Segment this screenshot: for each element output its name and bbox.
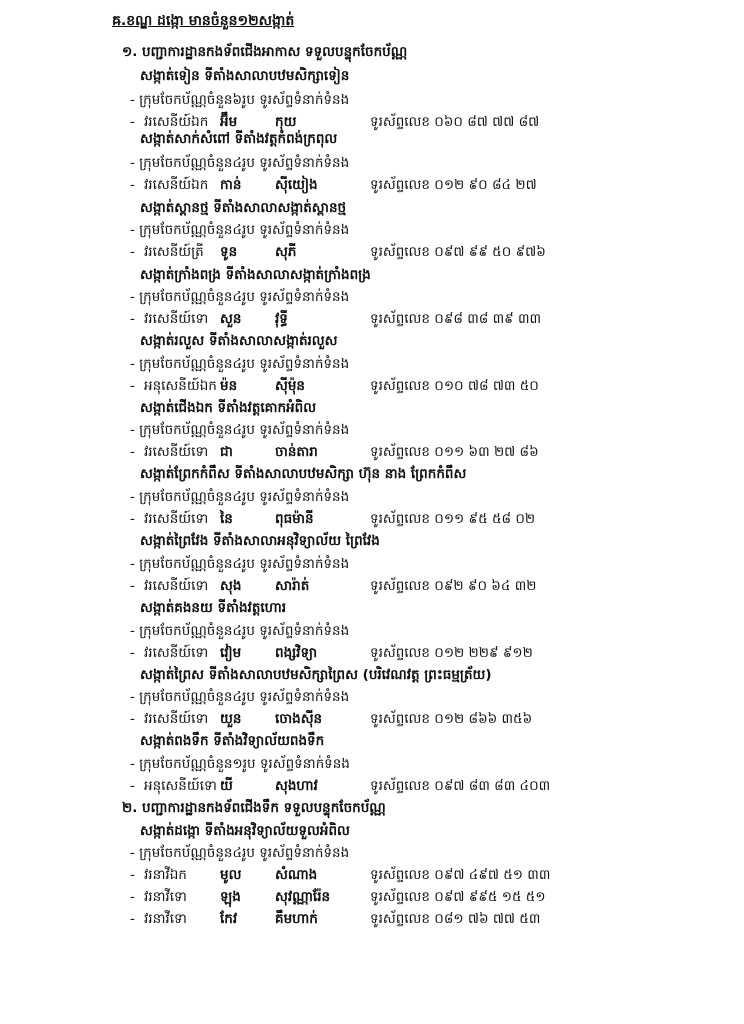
commune-name: សង្កាត់ព្រៃស ទីតាំងសាលាបឋមសិក្សាព្រៃស (បរិវេណវត្ត ព្រះធម្មត្រ័យ) (140, 667, 492, 683)
officer-given-name: ពង្សវិទ្យា (275, 645, 318, 661)
officer-family-name: យួន (220, 711, 242, 727)
officer-phone: ទូរស័ព្ទលេខ ០១២ ២២៩ ៩១២ (370, 645, 533, 661)
officer-given-name: សារ៉ាត់ (275, 578, 310, 594)
officer-dash: - (130, 311, 135, 327)
officer-family-name: ជា (220, 444, 233, 460)
team-line: - ក្រុមចែកប័ណ្ណចំនួន៤រូប ទូរស័ព្ទទំនាក់ទំនង (130, 689, 350, 705)
team-line: - ក្រុមចែកប័ណ្ណចំនួន៤រូប ទូរស័ព្ទទំនាក់ទំនង (130, 845, 350, 861)
officer-rank: វរសេនីយ៍ទោ (144, 511, 209, 527)
officer-phone: ទូរស័ព្ទលេខ ០១០ ៧៨ ៧៣ ៥០ (370, 378, 539, 394)
officer-rank: វរសេនីយ៍ទោ (144, 645, 209, 661)
officer-family-name: ឡុង (220, 889, 241, 905)
officer-dash: - (130, 911, 135, 927)
team-line: - ក្រុមចែកប័ណ្ណចំនួន៦រូប ទូរស័ព្ទទំនាក់ទំនង (130, 92, 350, 108)
officer-given-name: សុភី (275, 244, 297, 260)
officer-phone: ទូរស័ព្ទលេខ ០១២ ៩០ ៨៤ ២៧ (370, 177, 537, 193)
officer-given-name: គឹមហាក់ (275, 911, 318, 927)
officer-given-name: សុវណ្ណារ៉ែន (275, 889, 331, 905)
officer-rank: វរសេនីយ៍ទោ (144, 311, 209, 327)
section-title: ២. បញ្ជាការដ្ឋានកងទ័ពជើងទឹក ទទួលបន្ទុកចែកប័ណ្ណ (122, 800, 386, 816)
officer-dash: - (130, 378, 135, 394)
officer-dash: - (130, 711, 135, 727)
team-line: - ក្រុមចែកប័ណ្ណចំនួន៤រូប ទូរស័ព្ទទំនាក់ទំនង (130, 556, 350, 572)
officer-phone: ទូរស័ព្ទលេខ ០៩២ ៩០ ៦៤ ៣២ (370, 578, 537, 594)
commune-name: សង្កាត់ព្រៃវែង ទីតាំងសាលាអនុវិទ្យាល័យ ព្រៃវែង (140, 533, 380, 549)
commune-name: សង្កាត់ក្រាំងពង្រ ទីតាំងសាលាសង្កាត់ក្រាំងពង្រ (140, 267, 371, 283)
section-title: ១. បញ្ជាការដ្ឋានកងទ័ពជើងអាកាស ទទួលបន្ទុកចែកប័ណ្ណ (122, 44, 408, 60)
officer-phone: ទូរស័ព្ទលេខ ០៩៧ ៨៣ ៨៣ ៤០៣ (370, 778, 551, 794)
officer-rank: វរសេនីយ៍ទោ (144, 578, 209, 594)
officer-given-name: ចោងស៊ីន (275, 711, 323, 727)
officer-dash: - (130, 867, 135, 883)
officer-family-name: សុង (220, 578, 242, 594)
officer-dash: - (130, 177, 135, 193)
officer-rank: អនុសេនីយ៍ឯក (144, 378, 217, 394)
commune-name: សង្កាត់ព្រែកកំពឹស ទីតាំងសាលាបឋមសិក្សា ហ៊ុន នាង ព្រែកកំពឹស (140, 466, 467, 482)
officer-given-name: ពុធម៉ានី (275, 511, 314, 527)
officer-given-name: ចាន់តារា (275, 444, 318, 460)
officer-family-name: យី (220, 778, 233, 794)
team-line: - ក្រុមចែកប័ណ្ណចំនួន៤រូប ទូរស័ព្ទទំនាក់ទំនង (130, 422, 350, 438)
officer-dash: - (130, 578, 135, 594)
officer-phone: ទូរស័ព្ទលេខ ០១២ ៨៦៦ ៣៥៦ (370, 711, 533, 727)
team-line: - ក្រុមចែកប័ណ្ណចំនួន៤រូប ទូរស័ព្ទទំនាក់ទំនង (130, 155, 350, 171)
officer-phone: ទូរស័ព្ទលេខ ០១១ ៩៥ ៥៨ ០២ (370, 511, 536, 527)
officer-family-name: វៀម (220, 645, 242, 661)
officer-given-name: វុទ្ធី (275, 311, 288, 327)
officer-dash: - (130, 244, 135, 260)
commune-name: សង្កាត់ទៀន ទីតាំងសាលាបឋមសិក្សាទៀន (140, 68, 350, 84)
officer-rank: វរសេនីយ៍ត្រី (144, 244, 204, 260)
officer-dash: - (130, 114, 135, 130)
officer-family-name: សួន (220, 311, 242, 327)
team-line: - ក្រុមចែកប័ណ្ណចំនួន៤រូប ទូរស័ព្ទទំនាក់ទំនង (130, 623, 350, 639)
team-line: - ក្រុមចែកប័ណ្ណចំនួន៤រូប ទូរស័ព្ទទំនាក់ទំនង (130, 489, 350, 505)
commune-name: សង្កាត់សាក់សំពៅ ទីតាំងវត្តកំពង់ក្រពុល (140, 131, 338, 147)
officer-family-name: កែវ (220, 911, 238, 927)
officer-phone: ទូរស័ព្ទលេខ ០៦០ ៨៧ ៧៧ ៨៧ (370, 114, 540, 130)
officer-rank: វរសេនីយ៍ទោ (144, 711, 209, 727)
officer-dash: - (130, 889, 135, 905)
officer-family-name: ទូន (220, 244, 238, 260)
officer-dash: - (130, 511, 135, 527)
officer-rank: វរសេនីយ៍ឯក (144, 177, 209, 193)
commune-name: សង្កាត់ស្ពានថ្ម ទីតាំងសាលាសង្កាត់ស្ពានថ្ម (140, 200, 347, 216)
officer-given-name: សុងហាវ (275, 778, 318, 794)
officer-rank: វរសេនីយ៍ទោ (144, 444, 209, 460)
commune-name: សង្កាត់ដង្កោ ទីតាំងអនុវិទ្យាល័យទួលអំពិល (140, 823, 350, 839)
officer-family-name: ម៉ន (220, 378, 238, 394)
officer-phone: ទូរស័ព្ទលេខ ០៨១ ៧៦ ៧៧ ៥៣ (370, 911, 541, 927)
officer-family-name: អ៊ឹម (220, 114, 238, 130)
officer-given-name: កុយ (275, 114, 297, 130)
officer-dash: - (130, 778, 135, 794)
commune-name: សង្កាត់គងនយ ទីតាំងវត្តហោរ (140, 600, 287, 616)
officer-rank: អនុសេនីយ៍ទោ (144, 778, 217, 794)
officer-phone: ទូរស័ព្ទលេខ ០៩៧ ៤៩៧ ៥១ ៣៣ (370, 867, 551, 883)
officer-family-name: កាន់ (220, 177, 242, 193)
officer-phone: ទូរស័ព្ទលេខ ០៩៧ ៩៩ ៥០ ៩៧៦ (370, 244, 546, 260)
officer-phone: ទូរស័ព្ទលេខ ០៩៨ ៣៨ ៣៩ ៣៣ (370, 311, 542, 327)
officer-given-name: ស៊ីយៀង (275, 177, 318, 193)
officer-family-name: នៃ (220, 511, 233, 527)
officer-given-name: ស៊ីម៉ុន (275, 378, 305, 394)
officer-rank: វរសេនីយ៍ឯក (144, 114, 209, 130)
team-line: - ក្រុមចែកប័ណ្ណចំនួន៤រូប ទូរស័ព្ទទំនាក់ទំនង (130, 356, 350, 372)
officer-dash: - (130, 645, 135, 661)
officer-rank: វរនាវីទោ (144, 911, 187, 927)
officer-given-name: សំណាង (275, 867, 318, 883)
officer-family-name: មូល (220, 867, 242, 883)
officer-rank: វរនាវីឯក (144, 867, 187, 883)
officer-dash: - (130, 444, 135, 460)
officer-phone: ទូរស័ព្ទលេខ ០១១ ៦៣ ២៧ ៨៦ (370, 444, 539, 460)
team-line: - ក្រុមចែកប័ណ្ណចំនួន៤រូប ទូរស័ព្ទទំនាក់ទំនង (130, 222, 350, 238)
commune-name: សង្កាត់ជើងឯក ទីតាំងវត្តគោកអំពិល (140, 400, 317, 416)
team-line: - ក្រុមចែកប័ណ្ណចំនួន៤រូប ទូរស័ព្ទទំនាក់ទំនង (130, 289, 350, 305)
officer-phone: ទូរស័ព្ទលេខ ០៩៧ ៩៩៥ ១៥ ៥១ (370, 889, 546, 905)
officer-rank: វរនាវីទោ (144, 889, 187, 905)
team-line: - ក្រុមចែកប័ណ្ណចំនួន១រូប ទូរស័ព្ទទំនាក់ទំនង (130, 756, 350, 772)
document-heading: ឝ.ខណ្ឌ ដង្កោ មានចំនួន១២សង្កាត់ (112, 13, 295, 29)
commune-name: សង្កាត់ពងទឹក ទីតាំងវិទ្យាល័យពងទឹក (140, 733, 325, 749)
commune-name: សង្កាត់រលួស ទីតាំងសាលាសង្កាត់រលួស (140, 333, 338, 349)
